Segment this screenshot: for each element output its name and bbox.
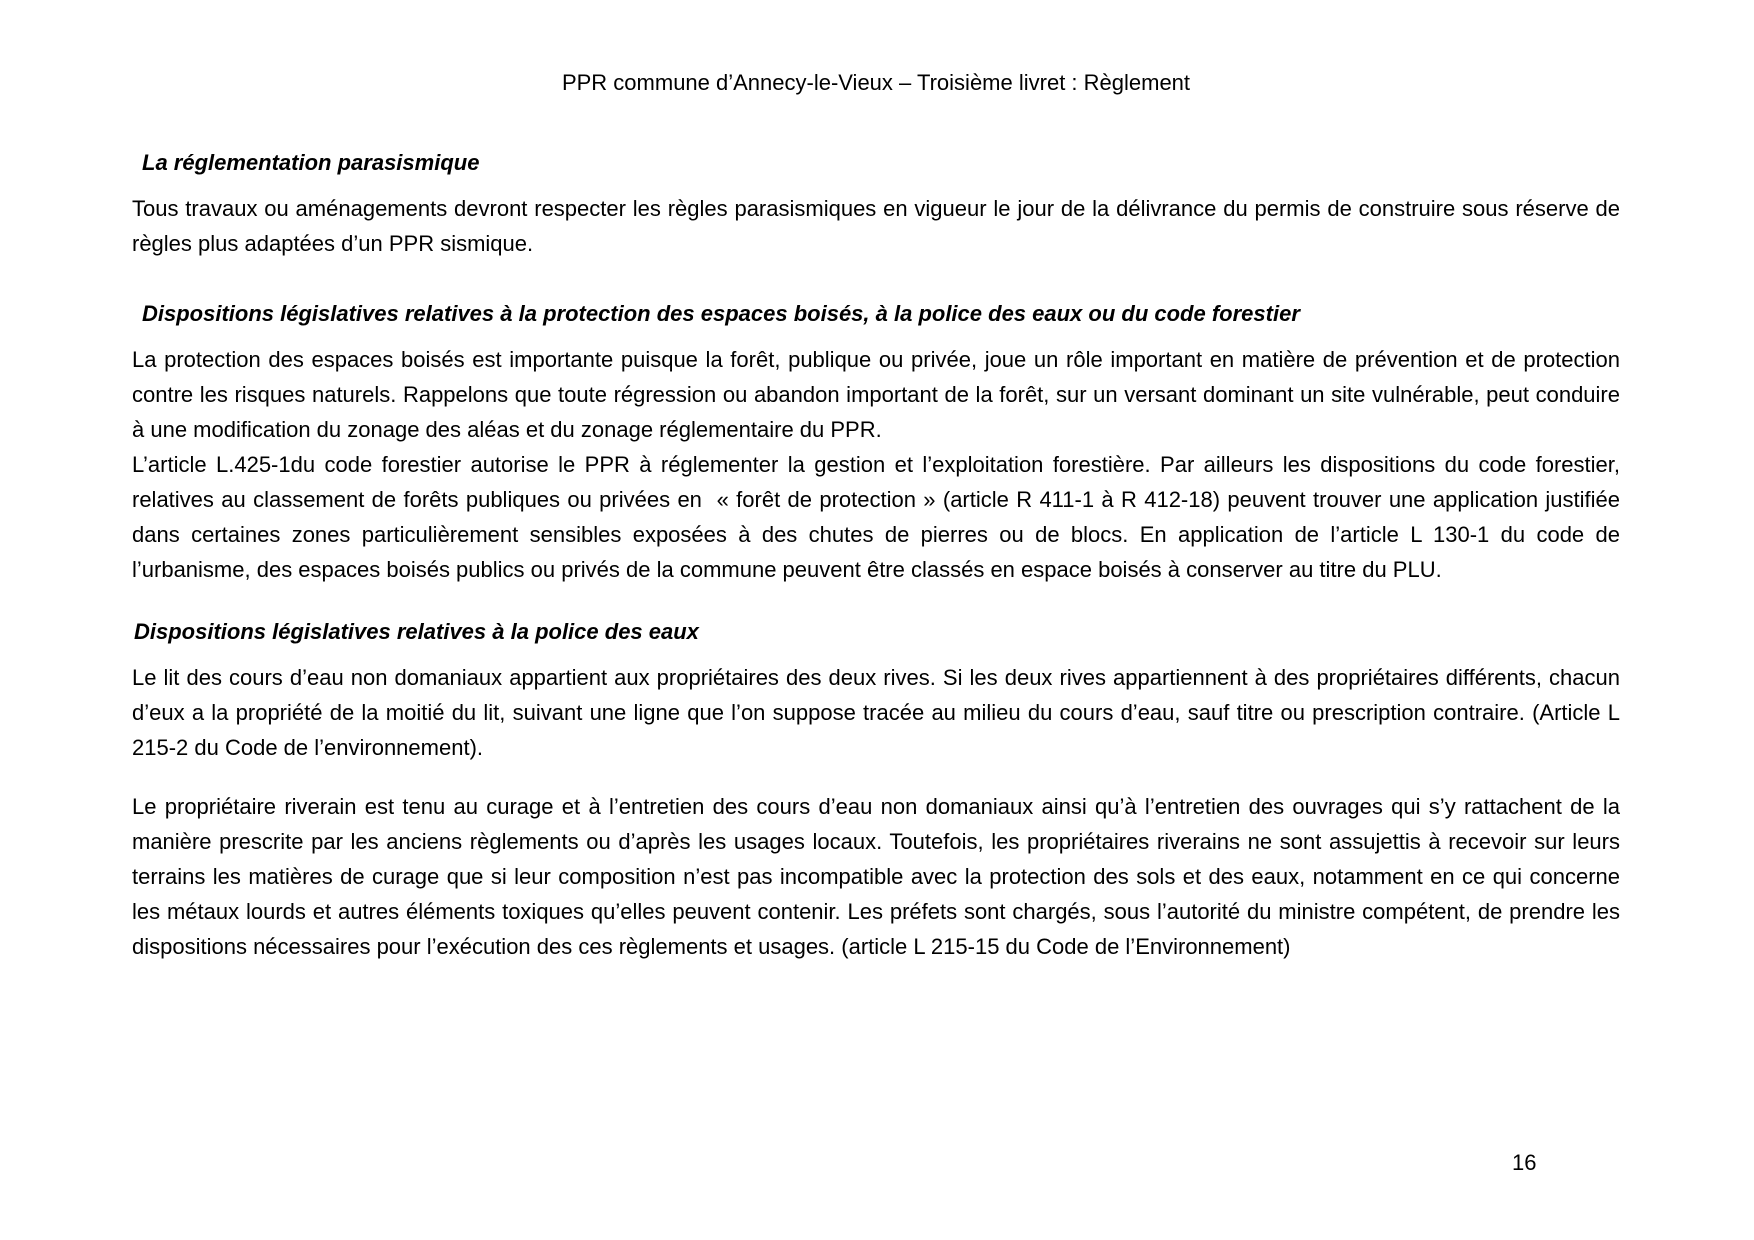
heading-police-des-eaux: Dispositions législatives relatives à la police des eaux <box>134 619 699 644</box>
heading-reglementation-parasismique: La réglementation parasismique <box>142 150 480 175</box>
page-number: 16 <box>1512 1150 1537 1175</box>
paragraph-travaux-parasismiques: Tous travaux ou aménagements devront respecter les règles parasismiques en vigueur le jour de la délivrance du permis de construire sous réserve de règles plus adaptées d’un PPR sismique. <box>132 196 1620 256</box>
paragraph-article-code-forestier: L’article L.425-1du code forestier autorise le PPR à réglementer la gestion et l’exploitation forestière. Par ailleurs les dispositions du code forestier, relatives au classement de forêts publiques ou privées en « forêt de protection » (article R 411-1 à R 412-18) peuvent trouver une application justifiée dans certaines zones particulièrement sensibles exposées à des chutes de pierres ou de blocs. En application de l’article L 130-1 du code de l’urbanisme, des espaces boisés publics ou privés de la commune peuvent être classés en espace boisés à conserver au titre du PLU. <box>132 452 1620 582</box>
heading-espaces-boises-police-eaux-code-forestier: Dispositions législatives relatives à la protection des espaces boisés, à la police des eaux ou du code forestier <box>142 301 1300 326</box>
paragraph-proprietaire-riverain: Le propriétaire riverain est tenu au curage et à l’entretien des cours d’eau non domaniaux ainsi qu’à l’entretien des ouvrages qui s’y rattachent de la manière prescrite par les anciens règlements ou d’après les usages locaux. Toutefois, les propriétaires riverains ne sont assujettis à recevoir sur leurs terrains les matières de curage que si leur composition n’est pas incompatible avec la protection des sols et des eaux, notamment en ce qui concerne les métaux lourds et autres éléments toxiques qu’elles peuvent contenir. Les préfets sont chargés, sous l’autorité du ministre compétent, de prendre les dispositions nécessaires pour l’exécution des ces règlements et usages. (article L 215-15 du Code de l’Environnement) <box>132 794 1620 959</box>
paragraph-protection-espaces-boises: La protection des espaces boisés est importante puisque la forêt, publique ou privée, joue un rôle important en matière de prévention et de protection contre les risques naturels. Rappelons que toute régression ou abandon important de la forêt, sur un versant dominant un site vulnérable, peut conduire à une modification du zonage des aléas et du zonage réglementaire du PPR. <box>132 347 1620 442</box>
page-header-title: PPR commune d’Annecy-le-Vieux – Troisième livret : Règlement <box>561 70 1191 95</box>
paragraph-lit-cours-eau: Le lit des cours d’eau non domaniaux appartient aux propriétaires des deux rives. Si les deux rives appartiennent à des propriétaires différents, chacun d’eux a la propriété de la moitié du lit, suivant une ligne que l’on suppose tracée au milieu du cours d’eau, sauf titre ou prescription contraire. (Article L 215-2 du Code de l’environnement). <box>132 665 1620 760</box>
